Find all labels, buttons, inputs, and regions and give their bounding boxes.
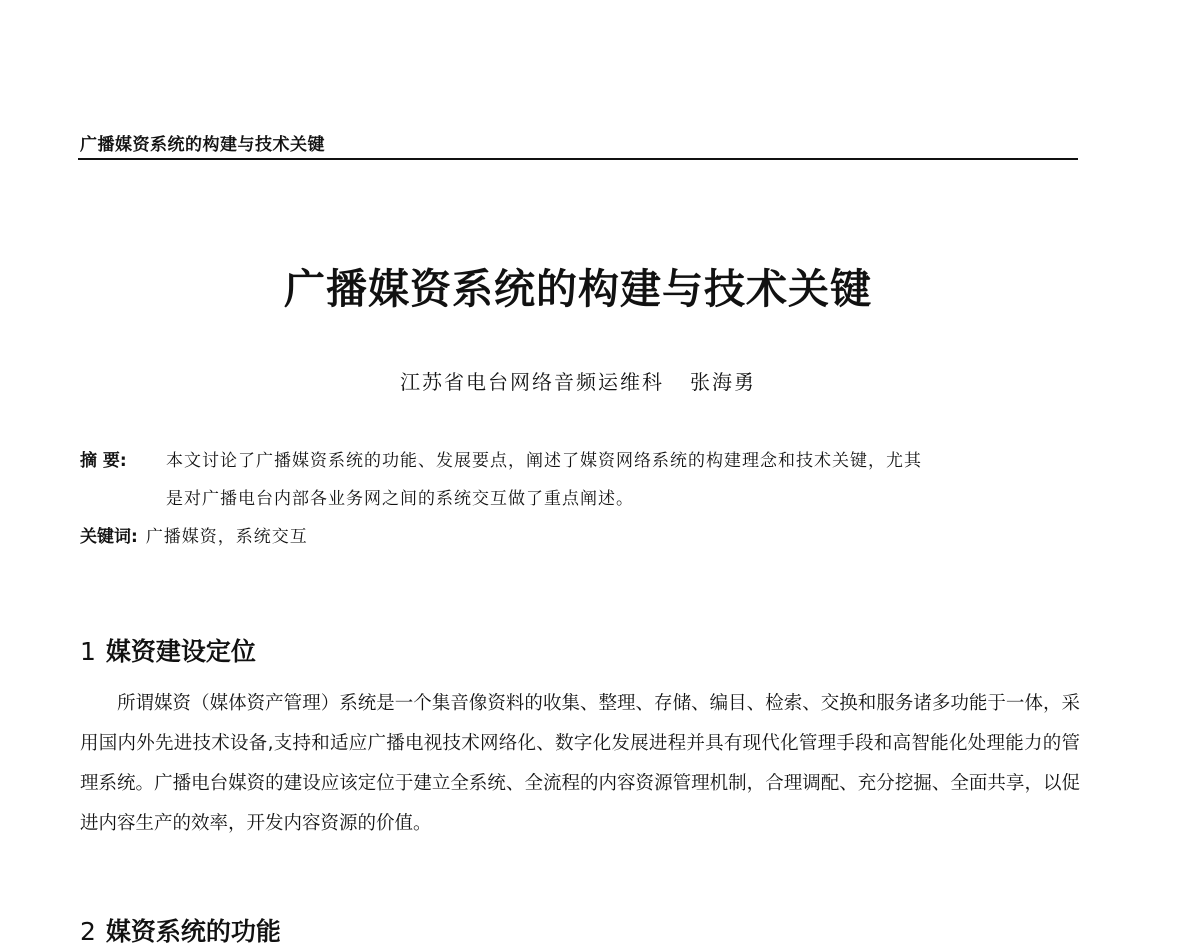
keywords [80, 522, 308, 547]
author-name: 张海勇 [690, 370, 756, 394]
section-number: 1 [80, 637, 96, 666]
article-title: 广播媒资系统的构建与技术关键 [284, 265, 872, 313]
header-rule [78, 158, 1078, 160]
section-number: 2 [80, 917, 96, 946]
section-1-body [80, 684, 1080, 844]
abstract-text [166, 442, 1080, 518]
author-affiliation: 江苏省电台网络音频运维科 [400, 370, 664, 394]
section-title: 媒资建设定位 [105, 637, 256, 666]
abstract-label: 摘 要: [80, 451, 127, 471]
section-heading-1 [80, 632, 256, 668]
section-title: 媒资系统的功能 [105, 917, 281, 946]
section-1-paragraph: 所谓媒资（媒体资产管理）系统是一个集音像资料的收集、整理、存储、编目、检索、交换和服务诸多功能于一体，采用国内外先进技术设备,支持和适应广播电视技术网络化、数字化发展进程并具有现代化管理手段和高智能化处理能力的管理系统。广播电台媒资的建设应该定位于建立全系统、全流程的内容资源管理机制，合理调配、充分挖掘、全面共享，以促进内容生产的效率，开发内容资源的价值。 [80, 693, 1080, 834]
running-header: 广播媒资系统的构建与技术关键 [80, 135, 325, 155]
keywords-label: 关键词: [80, 527, 138, 547]
abstract-text-line-1: 本文讨论了广播媒资系统的功能、发展要点，阐述了媒资网络系统的构建理念和技术关键，尤其 [166, 451, 922, 471]
author-line [0, 366, 1156, 395]
abstract-text-line-2: 是对广播电台内部各业务网之间的系统交互做了重点阐述。 [166, 489, 634, 509]
keywords-text: 广播媒资，系统交互 [145, 527, 308, 547]
section-heading-2 [80, 912, 281, 948]
